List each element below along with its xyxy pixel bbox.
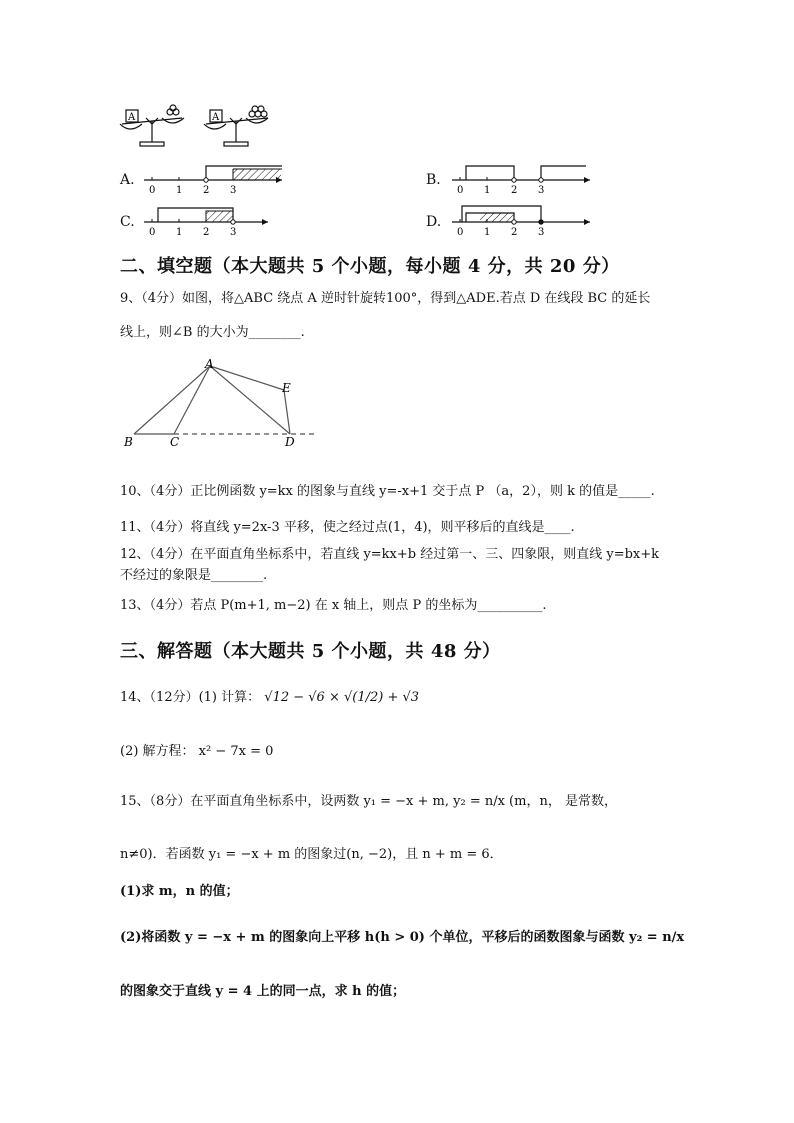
tick-label: 1 xyxy=(484,227,491,238)
question-9-line-1: 9、（4分）如图，将△ABC 绕点 A 逆时针旋转100°，得到△ADE.若点 D 在线段 BC 的延长 xyxy=(120,291,651,306)
option-d-label: D. xyxy=(426,214,442,230)
tick-label: 1 xyxy=(484,185,491,196)
question-14-prefix: 14、（12分）(1) 计算： xyxy=(120,690,261,705)
section-2-title: 二、填空题（本大题共 5 个小题，每小题 4 分，共 20 分） xyxy=(120,256,620,277)
question-12-line-2: 不经过的象限是________. xyxy=(120,568,268,583)
tick-label: 0 xyxy=(149,227,156,238)
tick-label: 2 xyxy=(203,185,210,196)
point-d-label: D xyxy=(285,435,295,449)
point-b-label: B xyxy=(124,435,133,449)
tick-label: 3 xyxy=(230,185,237,196)
option-a-number-line xyxy=(140,160,290,196)
question-13: 13、（4分）若点 P(m+1, m−2) 在 x 轴上，则点 P 的坐标为__________. xyxy=(120,598,547,613)
point-a-label: A xyxy=(205,357,214,371)
option-a-label: A. xyxy=(120,172,135,188)
tick-label: 1 xyxy=(176,227,183,238)
triangle-rotation-figure xyxy=(120,356,330,452)
tick-label: 2 xyxy=(511,227,518,238)
question-15-part-1: (1)求 m，n 的值； xyxy=(120,884,239,899)
question-14-expression: √12 − √6 × √(1/2) + √3 xyxy=(264,690,420,705)
balance-scales-figure xyxy=(118,104,278,152)
tick-label: 0 xyxy=(457,185,464,196)
question-9-line-2: 线上，则∠B 的大小为________. xyxy=(120,325,305,340)
question-15-part-2-line-1: (2)将函数 y = −x + m 的图象向上平移 h(h > 0) 个单位，平移后的函数图象与函数 y₂ = n/x xyxy=(120,930,685,945)
question-14-line-1 xyxy=(120,690,419,706)
point-c-label: C xyxy=(170,435,180,449)
point-e-label: E xyxy=(282,381,291,395)
question-15-line-2: n≠0)．若函数 y₁ = −x + m 的图象过(n, −2)，且 n + m = 6． xyxy=(120,847,503,862)
section-3-title: 三、解答题（本大题共 5 个小题，共 48 分） xyxy=(120,641,501,662)
tick-label: 3 xyxy=(538,185,545,196)
tick-label: 0 xyxy=(457,227,464,238)
tick-label: 2 xyxy=(511,185,518,196)
option-b-number-line xyxy=(448,160,598,196)
box-label-right: A xyxy=(212,112,220,123)
option-d-number-line xyxy=(448,202,598,238)
question-10: 10、（4分）正比例函数 y=kx 的图象与直线 y=-x+1 交于点 P （a，2），则 k 的值是_____. xyxy=(120,484,655,499)
tick-label: 3 xyxy=(230,227,237,238)
tick-label: 1 xyxy=(176,185,183,196)
question-14-line-2: (2) 解方程： x² − 7x = 0 xyxy=(120,744,274,759)
question-15-line-1: 15、（8分）在平面直角坐标系中，设两数 y₁ = −x + m, y₂ = n/x (m，n， 是常数， xyxy=(120,794,617,809)
option-c-number-line xyxy=(140,202,290,238)
box-label-left: A xyxy=(128,112,136,123)
tick-label: 0 xyxy=(149,185,156,196)
question-11: 11、（4分）将直线 y=2x-3 平移，使之经过点(1，4)，则平移后的直线是____. xyxy=(120,520,575,535)
tick-label: 2 xyxy=(203,227,210,238)
tick-label: 3 xyxy=(538,227,545,238)
question-12-line-1: 12、（4分）在平面直角坐标系中，若直线 y=kx+b 经过第一、三、四象限，则直线 y=bx+k xyxy=(120,547,660,562)
option-c-label: C. xyxy=(120,214,135,230)
question-15-part-2-line-2: 的图象交于直线 y = 4 上的同一点，求 h 的值； xyxy=(120,984,406,999)
option-b-label: B. xyxy=(426,172,441,188)
